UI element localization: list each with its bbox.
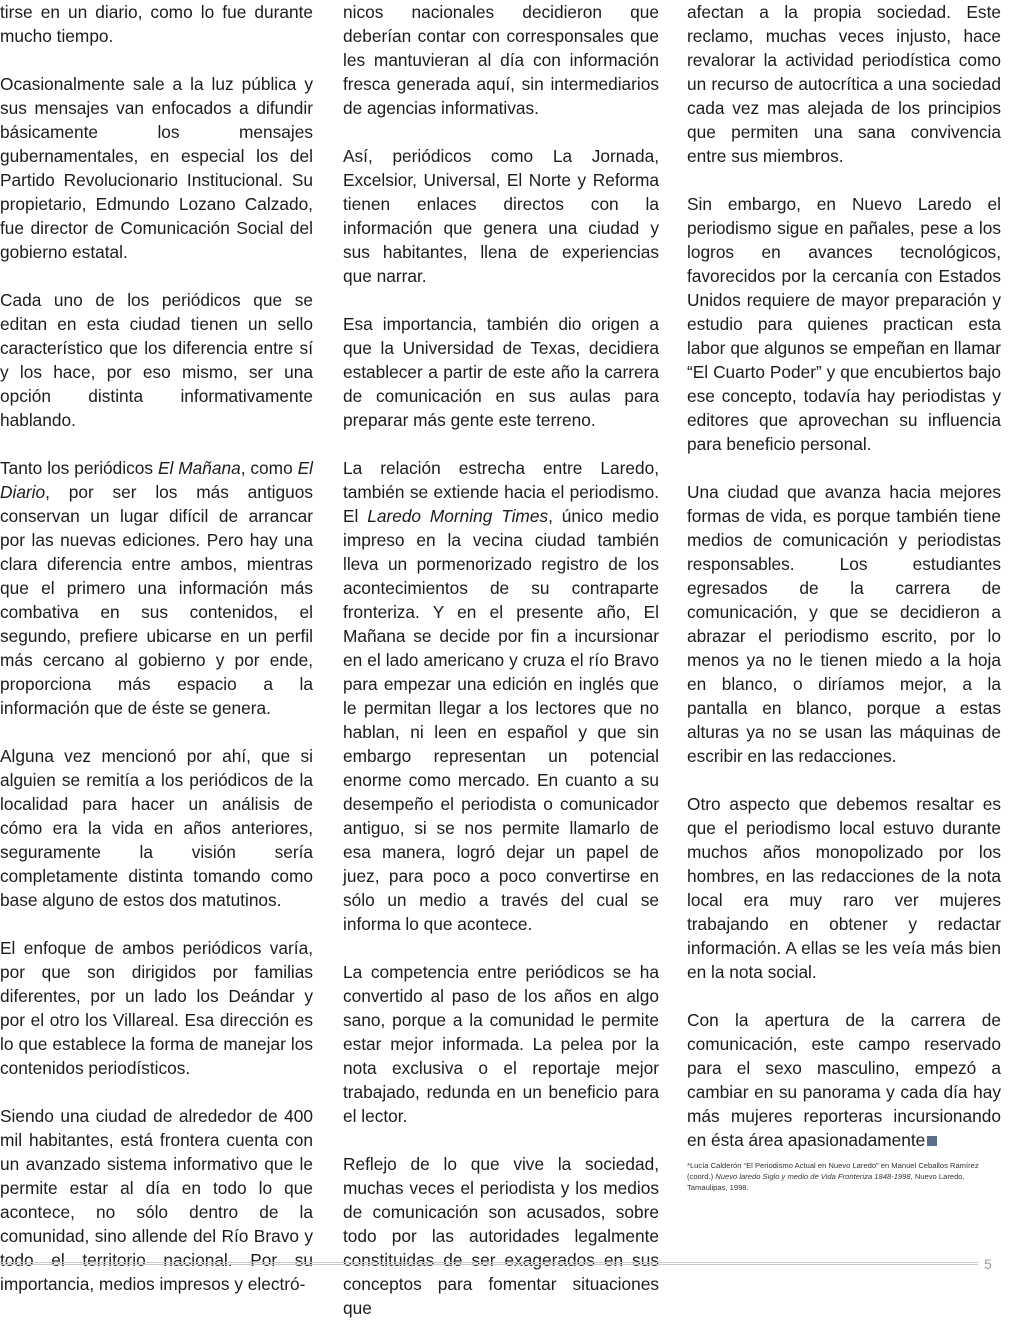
page-number: 5 [984,1256,992,1272]
newspaper-name: El Diario [0,458,313,502]
paragraph: Así, periódicos como La Jornada, Excelsior, Universal, El Norte y Reforma tienen enlaces directos con la información que genera una ciudad y sus habitantes, llena de experiencias que narrar. [343,146,659,286]
paragraph [687,1008,1001,1152]
paragraph: nicos nacionales decidieron que deberían contar con corresponsales que les mantuvieran al día con información fresca generada aquí, sin intermediarios de agencias informativas. [343,2,659,118]
paragraph: Otro aspecto que debemos resaltar es que el periodismo local estuvo durante muchos años monopolizado por los hombres, en las redacciones de la nota local era muy raro ver mujeres trabajando en obtener y redactar información. A ellas se les veía más bien en la nota social. [687,794,1001,982]
end-of-article-mark-icon [927,1136,937,1146]
paragraph: El enfoque de ambos periódicos varía, por que son dirigidos por familias diferentes, por un lado los Deándar y por el otro los Villareal. Esa dirección es lo que establece la forma de manejar los contenidos periodísticos. [0,938,313,1078]
paragraph: Una ciudad que avanza hacia mejores formas de vida, es porque también tiene medios de comunicación y periodistas responsables. Los estudiantes egresados de la carrera de comunicación, y que se decidieron a abrazar el periodismo escrito, por lo menos ya no le tienen miedo a la hoja en blanco, o diríamos mejor, a la pantalla en blanco, porque a estas alturas ya no se usan las máquinas de escribir en las redacciones. [687,482,1001,766]
paragraph: Alguna vez mencionó por ahí, que si alguien se remitía a los periódicos de la localidad para hacer un análisis de cómo era la vida en años anteriores, seguramente la visión sería completamente distinta tomando como base alguno de estos dos matutinos. [0,746,313,910]
paragraph: tirse en un diario, como lo fue durante mucho tiempo. [0,2,313,46]
text-run: Con la apertura de la carrera de comunicación, este campo reservado para el sexo masculino, empezó a cambiar en su panorama y cada día hay más mujeres reporteras incursionando en ésta área apasionadamente [687,1010,1001,1150]
book-title: Nuevo laredo Siglo y medio de Vida Fronteriza 1848-1998 [715,1172,911,1181]
paragraph [343,456,659,936]
text-run: *Lucía Calderón “El Periodismo Actual en Nuevo Laredo” en Manuel Ceballos Ramírez (coord.) [687,1161,979,1181]
text-run: , Nuevo Laredo, Tamaulipas, 1998. [687,1172,965,1192]
text-column-2 [343,0,659,1344]
paragraph: Sin embargo, en Nuevo Laredo el periodismo sigue en pañales, pese a los logros en avances tecnológicos, favorecidos por la cercanía con Estados Unidos requiere de mayor preparación y estudio para quienes practican esta labor que algunos se empeñan en llamar “El Cuarto Poder” y que encubiertos bajo ese concepto, todavía hay periodistas y editores que aprovechan su influencia para beneficio personal. [687,194,1001,454]
paragraph: La competencia entre periódicos se ha convertido al paso de los años en algo sano, porque a la comunidad le permite estar mejor informada. La pelea por la nota exclusiva o el reportaje mejor trabajado, redunda en un beneficio para el lector. [343,962,659,1126]
text-run: , por ser los más antiguos conservan un lugar difícil de arrancar por las nuevas ediciones. Pero hay una clara diferencia entre ambos, mientras que el primero una información más combativa en sus contenidos, el segundo, prefiere ubicarse en un perfil más cercano al gobierno y por ende, proporciona más espacio a la información que de éste se genera. [0,482,313,718]
footer-rule [0,1262,978,1265]
paragraph: Ocasionalmente sale a la luz pública y sus mensajes van enfocados a difundir básicamente los mensajes gubernamentales, en especial los del Partido Revolucionario Institucional. Su propietario, Edmundo Lozano Calzado, fue director de Comunicación Social del gobierno estatal. [0,74,313,262]
text-run: Tanto los periódicos [0,458,158,478]
paragraph: Reflejo de lo que vive la sociedad, muchas veces el periodista y los medios de comunicación son acusados, sobre todo por las autoridades legalmente constituidas de ser exagerados en sus conceptos para fomentar situaciones que [343,1154,659,1318]
newspaper-name: El Mañana [157,458,241,478]
footnote [687,1160,1001,1193]
text-run: , como [240,458,298,478]
text-run: , único medio impreso en la vecina ciudad también lleva un pormenorizado registro de los acontecimientos de su contraparte fronteriza. Y en el presente año, El Mañana se decide por fin a incursionar en el lado americano y cruza el río Bravo para empezar una edición en inglés que le permitan llegar a los lectores que no hablan, ni leen en español y que sin embargo representan un potencial enorme como mercado. En cuanto a su desempeño el periodista o comunicador antiguo, si se nos permite llamarlo de esa manera, logró dejar un papel de juez, para poco a poco convertirse en sólo un medio a través del cual se informa lo que acontece. [343,506,659,934]
paragraph [0,456,313,720]
text-run: La relación estrecha entre Laredo, también se extiende hacia el periodismo. El [343,458,659,526]
text-column-3 [687,0,1001,1193]
paragraph: Cada uno de los periódicos que se editan en esta ciudad tienen un sello característico que los diferencia entre sí y los hace, por eso mismo, ser una opción distinta informativamente hablando. [0,290,313,430]
paragraph: afectan a la propia sociedad. Este reclamo, muchas veces injusto, hace revalorar la actividad periodística como un recurso de autocrítica a una sociedad cada vez mas alejada de los principios que permiten una sana convivencia entre sus miembros. [687,2,1001,166]
newspaper-name: Laredo Morning Times [367,506,549,526]
text-column-1 [0,0,313,1320]
paragraph: Siendo una ciudad de alrededor de 400 mil habitantes, está frontera cuenta con un avanzado sistema informativo que le permite estar al día en todo lo que acontece, no sólo dentro de la comunidad, sino allende del Río Bravo y todo el territorio nacional. Por su importancia, medios impresos y electró- [0,1106,313,1294]
paragraph: Esa importancia, también dio origen a que la Universidad de Texas, decidiera establecer a partir de este año la carrera de comunicación en sus aulas para preparar más gente este terreno. [343,314,659,430]
